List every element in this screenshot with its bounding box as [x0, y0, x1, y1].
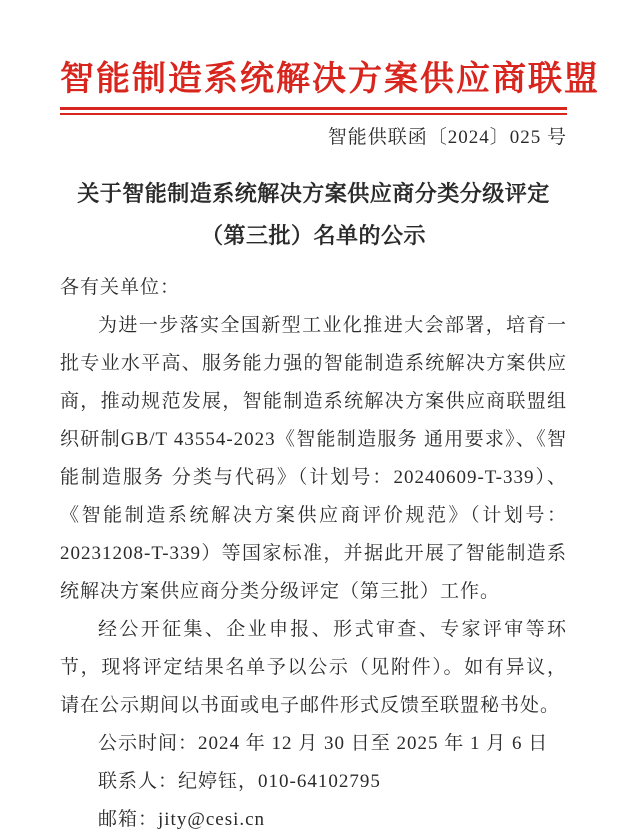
publicity-period-line: 公示时间：2024 年 12 月 30 日至 2025 年 1 月 6 日	[98, 733, 549, 754]
org-name-header: 智能制造系统解决方案供应商联盟	[60, 61, 600, 98]
header-double-rule	[60, 107, 567, 115]
body-paragraph-2: 经公开征集、企业申报、形式审查、专家评审等环节，现将评定结果名单予以公示（见附件）。如有异议，请在公示期间以书面或电子邮件形式反馈至联盟秘书处。	[60, 619, 567, 716]
notice-body	[60, 269, 567, 839]
notice-title	[60, 173, 567, 257]
header-rule-thin	[60, 113, 567, 115]
doc-number: 智能供联函〔2024〕025 号	[327, 127, 567, 148]
notice-title-line-2: （第三批）名单的公示	[200, 223, 426, 248]
notice-title-line-1: 关于智能制造系统解决方案供应商分类分级评定	[77, 181, 550, 206]
header-rule-thick	[60, 107, 567, 110]
body-paragraph-1: 为进一步落实全国新型工业化推进大会部署，培育一批专业水平高、服务能力强的智能制造系统解决方案供应商，推动规范发展，智能制造系统解决方案供应商联盟组织研制GB/T 43554-2023《智能制造服务 通用要求》、《智能制造服务 分类与代码》（计划号：20240609-T-339）、《智能制造系统解决方案供应商评价规范》（计划号：20231208-T-339）等国家标准，并据此开展了智能制造系统解决方案供应商分类分级评定（第三批）工作。	[60, 315, 567, 602]
email-line: 邮箱：jity@cesi.cn	[98, 809, 266, 830]
contact-line: 联系人：纪婷钰，010-64102795	[98, 771, 381, 792]
salutation: 各有关单位：	[60, 277, 181, 298]
